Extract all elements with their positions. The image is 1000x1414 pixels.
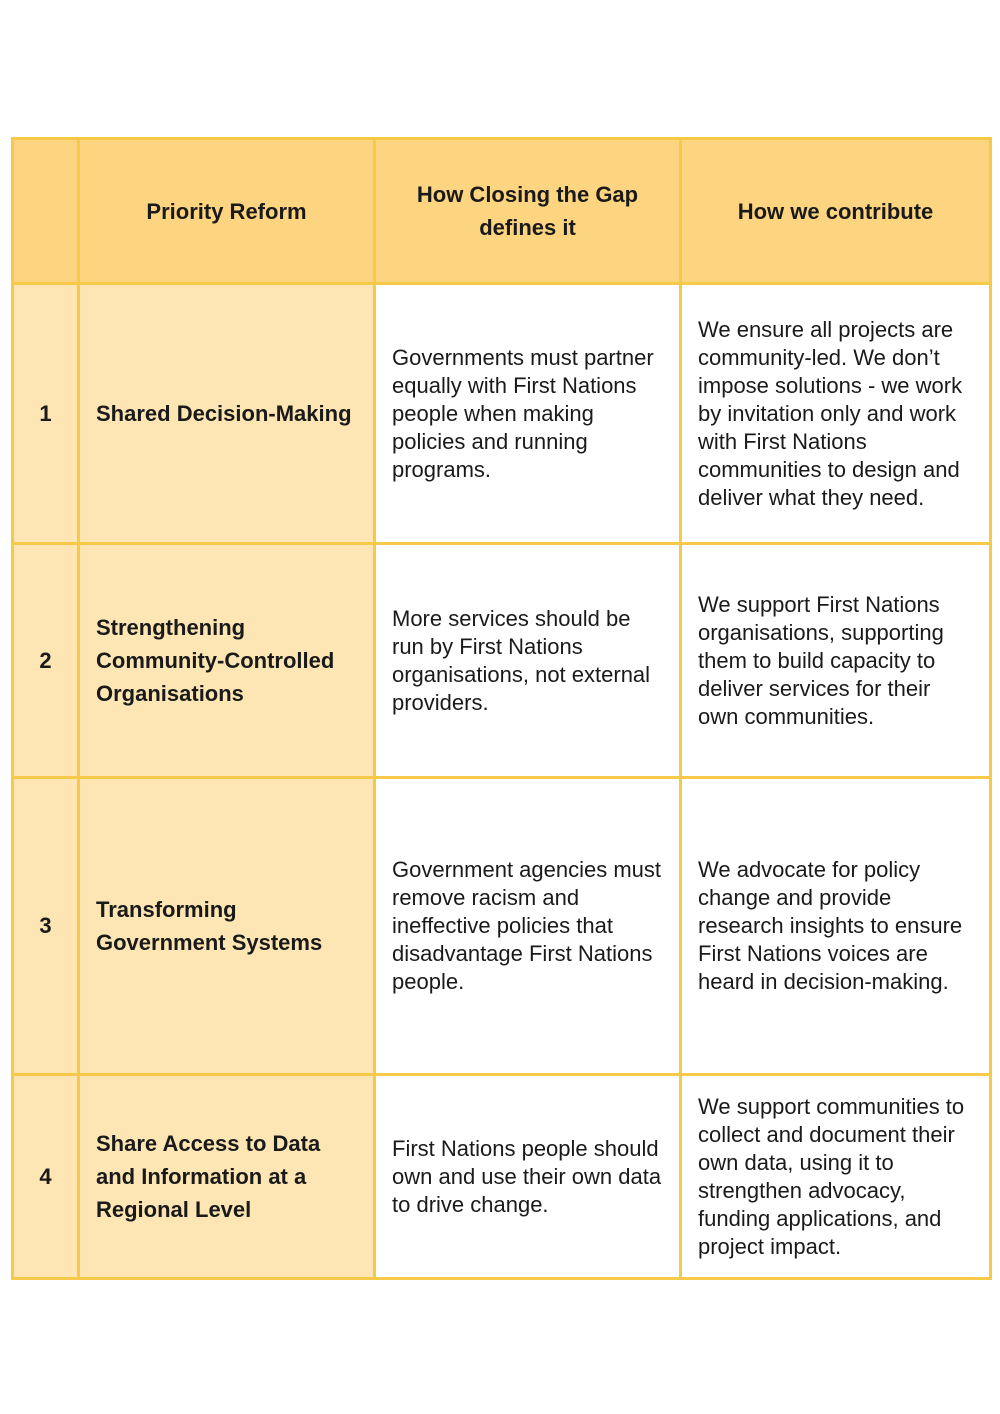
row-contribution: We support communities to collect and document their own data, using it to strengthen advocacy, funding applications, and project impact. — [681, 1075, 991, 1279]
row-definition: Government agencies must remove racism and ineffective policies that disadvantage First Nations people. — [375, 778, 681, 1075]
row-reform: Transforming Government Systems — [79, 778, 375, 1075]
header-number — [13, 139, 79, 284]
row-contribution: We support First Nations organisations, supporting them to build capacity to deliver services for their own communities. — [681, 544, 991, 778]
row-number: 1 — [13, 284, 79, 544]
row-definition: Governments must partner equally with First Nations people when making policies and running programs. — [375, 284, 681, 544]
priority-reforms-table-container — [11, 137, 989, 1280]
priority-reforms-table — [11, 137, 992, 1280]
row-reform: Strengthening Community-Controlled Organisations — [79, 544, 375, 778]
row-definition: More services should be run by First Nations organisations, not external providers. — [375, 544, 681, 778]
table-row — [13, 778, 991, 1075]
row-definition: First Nations people should own and use their own data to drive change. — [375, 1075, 681, 1279]
table-row — [13, 284, 991, 544]
header-priority-reform: Priority Reform — [79, 139, 375, 284]
header-contribution: How we contribute — [681, 139, 991, 284]
table-row — [13, 544, 991, 778]
row-contribution: We ensure all projects are community-led. We don’t impose solutions - we work by invitation only and work with First Nations communities to design and deliver what they need. — [681, 284, 991, 544]
table-header-row — [13, 139, 991, 284]
row-reform: Shared Decision-Making — [79, 284, 375, 544]
row-number: 3 — [13, 778, 79, 1075]
row-number: 4 — [13, 1075, 79, 1279]
header-definition: How Closing the Gap defines it — [375, 139, 681, 284]
row-contribution: We advocate for policy change and provide research insights to ensure First Nations voices are heard in decision-making. — [681, 778, 991, 1075]
row-number: 2 — [13, 544, 79, 778]
row-reform: Share Access to Data and Information at a Regional Level — [79, 1075, 375, 1279]
table-row — [13, 1075, 991, 1279]
